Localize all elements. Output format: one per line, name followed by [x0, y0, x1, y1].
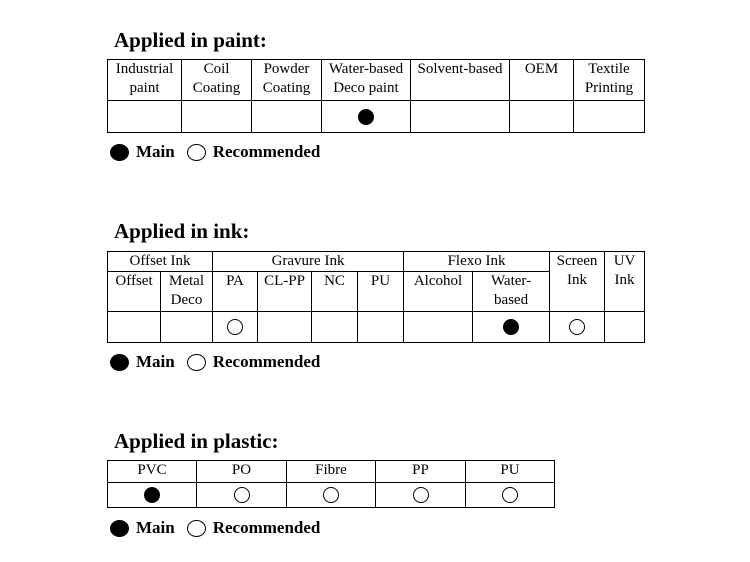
ink-section-title: Applied in ink: [114, 219, 250, 243]
plastic-legend [110, 518, 320, 538]
paint-table [107, 59, 645, 133]
legend-main-label: Main [136, 518, 175, 537]
plastic-header-pvc: PVC [108, 461, 197, 483]
recommended-marker-icon [187, 354, 206, 371]
paint-mark-cell [252, 101, 322, 133]
ink-header-alcohol: Alcohol [404, 272, 473, 312]
paint-header-oem: OEM [510, 60, 574, 101]
ink-header-nc: NC [312, 272, 358, 312]
ink-mark-cell [473, 312, 550, 343]
paint-header-textile: Textile Printing [574, 60, 645, 101]
legend-recommended-label: Recommended [212, 352, 321, 371]
plastic-mark-row [108, 483, 555, 508]
ink-mark-cell [550, 312, 605, 343]
ink-legend [110, 352, 320, 372]
main-marker-icon [110, 354, 129, 371]
ink-mark-cell [258, 312, 312, 343]
plastic-table [107, 460, 555, 508]
recommended-marker-icon [234, 487, 250, 503]
legend-main-label: Main [136, 352, 175, 371]
ink-group-offset: Offset Ink [108, 252, 213, 272]
recommended-marker-icon [227, 319, 243, 335]
recommended-marker-icon [323, 487, 339, 503]
plastic-section-title: Applied in plastic: [114, 429, 279, 453]
recommended-marker-icon [187, 520, 206, 537]
plastic-header-pp: PP [376, 461, 466, 483]
ink-header-offset: Offset [108, 272, 161, 312]
ink-header-water-based: Water- based [473, 272, 550, 312]
paint-mark-cell [182, 101, 252, 133]
ink-mark-cell [605, 312, 645, 343]
paint-mark-row [108, 101, 645, 133]
recommended-marker-icon [187, 144, 206, 161]
main-marker-icon [144, 487, 160, 503]
plastic-mark-cell [287, 483, 376, 508]
ink-header-metal-deco: Metal Deco [161, 272, 213, 312]
ink-header-pu: PU [358, 272, 404, 312]
main-marker-icon [358, 109, 374, 125]
ink-mark-cell [108, 312, 161, 343]
paint-mark-cell [510, 101, 574, 133]
plastic-mark-cell [466, 483, 555, 508]
paint-mark-cell [322, 101, 411, 133]
legend-main-label: Main [136, 142, 175, 161]
recommended-marker-icon [569, 319, 585, 335]
recommended-marker-icon [502, 487, 518, 503]
paint-legend [110, 142, 320, 162]
ink-mark-cell [161, 312, 213, 343]
plastic-mark-cell [197, 483, 287, 508]
legend-recommended-label: Recommended [212, 142, 321, 161]
ink-table [107, 251, 645, 343]
ink-mark-row [108, 312, 645, 343]
paint-mark-cell [108, 101, 182, 133]
ink-header-pa: PA [213, 272, 258, 312]
ink-mark-cell [358, 312, 404, 343]
plastic-mark-cell [108, 483, 197, 508]
ink-header-uv: UV Ink [605, 252, 645, 312]
ink-mark-cell [213, 312, 258, 343]
ink-mark-cell [312, 312, 358, 343]
ink-mark-cell [404, 312, 473, 343]
ink-header-screen: Screen Ink [550, 252, 605, 312]
main-marker-icon [503, 319, 519, 335]
main-marker-icon [110, 520, 129, 537]
paint-section-title: Applied in paint: [114, 28, 267, 52]
ink-header-cl-pp: CL-PP [258, 272, 312, 312]
paint-mark-cell [411, 101, 510, 133]
paint-header-water-based: Water-based Deco paint [322, 60, 411, 101]
plastic-header-fibre: Fibre [287, 461, 376, 483]
ink-group-flexo: Flexo Ink [404, 252, 550, 272]
ink-group-gravure: Gravure Ink [213, 252, 404, 272]
legend-recommended-label: Recommended [212, 518, 321, 537]
plastic-mark-cell [376, 483, 466, 508]
paint-header-powder: Powder Coating [252, 60, 322, 101]
paint-header-solvent-based: Solvent-based [411, 60, 510, 101]
paint-header-coil: Coil Coating [182, 60, 252, 101]
plastic-header-pu: PU [466, 461, 555, 483]
plastic-header-po: PO [197, 461, 287, 483]
paint-header-industrial: Industrial paint [108, 60, 182, 101]
recommended-marker-icon [413, 487, 429, 503]
paint-mark-cell [574, 101, 645, 133]
main-marker-icon [110, 144, 129, 161]
